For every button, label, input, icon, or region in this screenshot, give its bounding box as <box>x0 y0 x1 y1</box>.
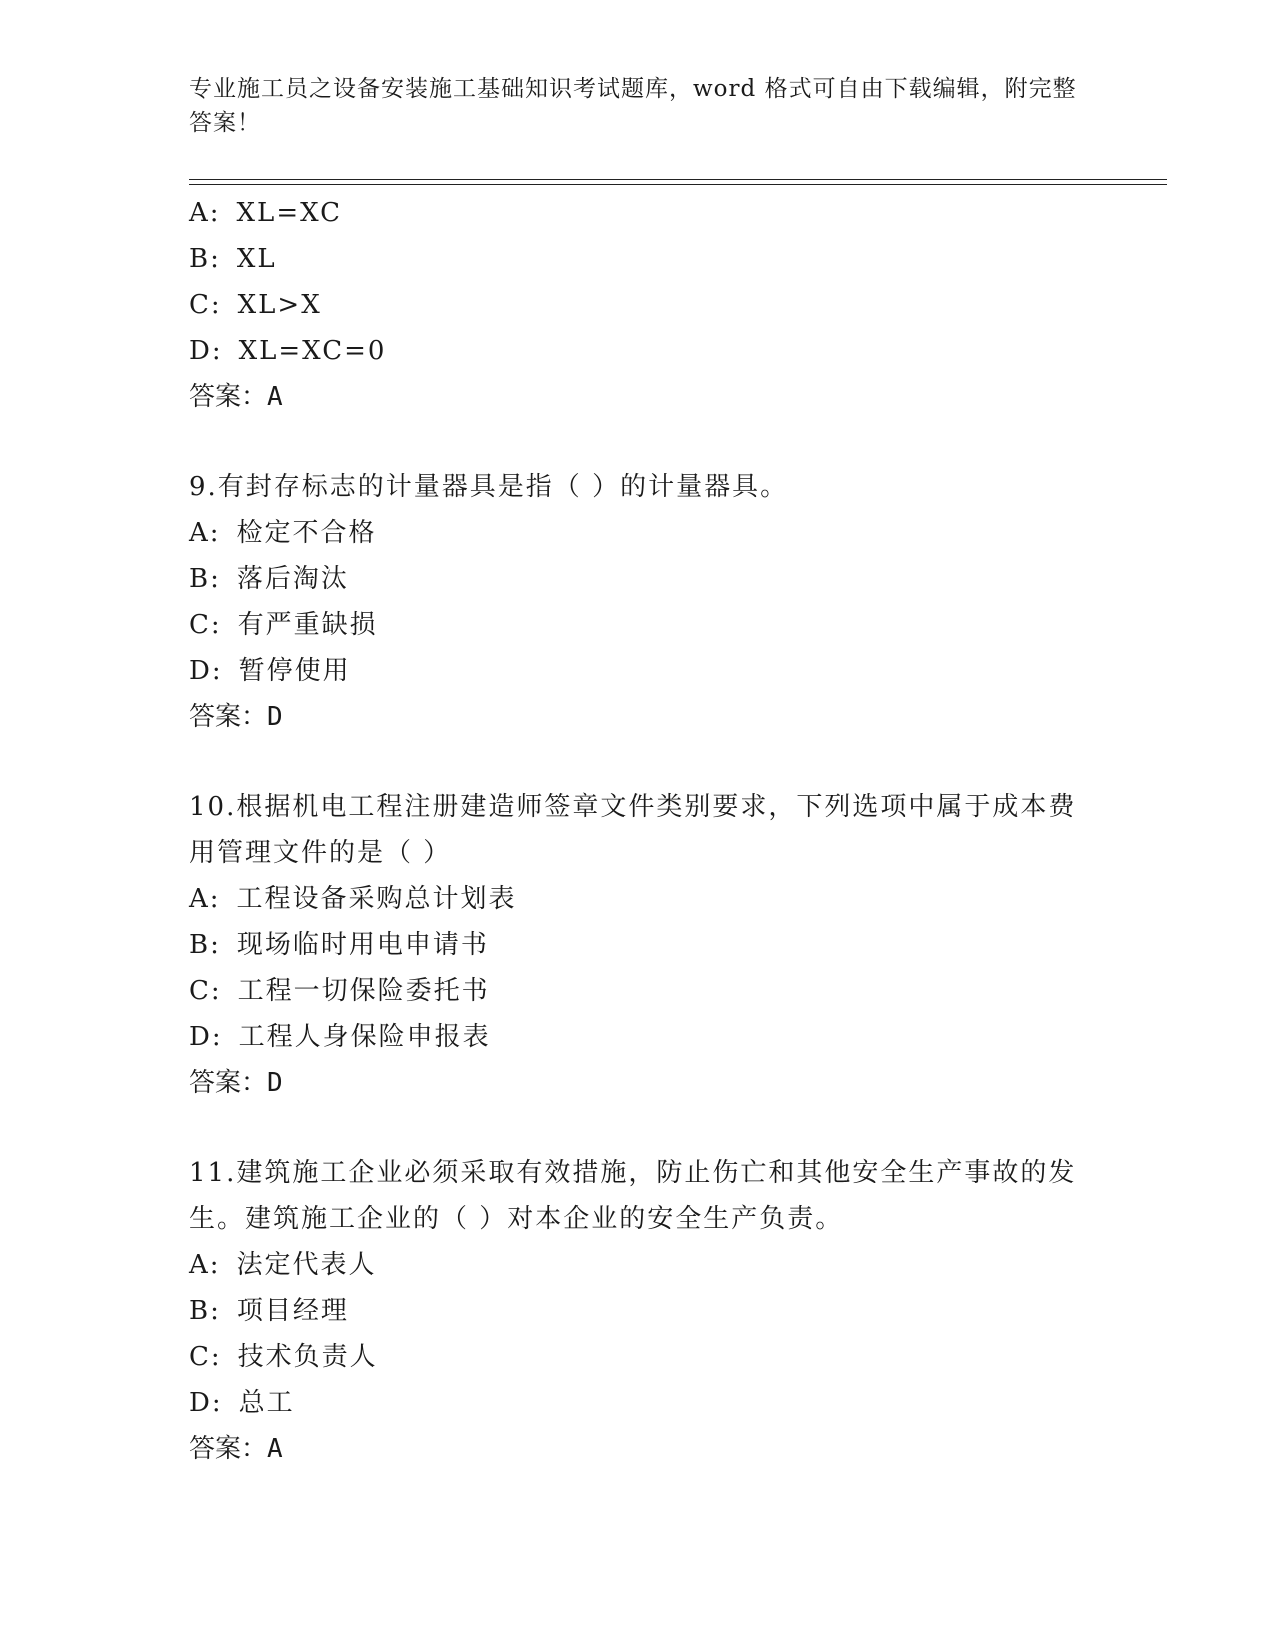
question-stem: 10.根据机电工程注册建造师签章文件类别要求，下列选项中属于成本费用管理文件的是（ ） <box>189 792 1077 868</box>
option-d: D: XL=XC=0 <box>189 336 387 366</box>
option-c: C: 技术负责人 <box>189 1342 378 1372</box>
question-block <box>189 1150 1089 1472</box>
question-stem: 11.建筑施工企业必须采取有效措施，防止伤亡和其他安全生产事故的发生。建筑施工企业的（ ）对本企业的安全生产负责。 <box>189 1158 1077 1234</box>
option-c: C: 工程一切保险委托书 <box>189 976 490 1006</box>
option-b: B: 落后淘汰 <box>189 564 349 594</box>
option-d: D: 工程人身保险申报表 <box>189 1022 491 1052</box>
answer-line: 答案：D <box>189 1068 283 1098</box>
option-b: B: XL <box>189 244 277 274</box>
option-d: D: 总工 <box>189 1388 295 1418</box>
answer-line: 答案：A <box>189 1434 283 1464</box>
option-a: A: 检定不合格 <box>189 518 377 548</box>
question-stem: 9.有封存标志的计量器具是指（ ）的计量器具。 <box>189 472 789 502</box>
option-d: D: 暂停使用 <box>189 656 351 686</box>
option-b: B: 项目经理 <box>189 1296 349 1326</box>
option-b: B: 现场临时用电申请书 <box>189 930 489 960</box>
document-header: 专业施工员之设备安装施工基础知识考试题库，word 格式可自由下载编辑，附完整答案！ <box>189 76 1077 136</box>
question-list <box>189 190 1089 1472</box>
option-a: A: 工程设备采购总计划表 <box>189 884 517 914</box>
option-c: C: XL>X <box>189 290 322 320</box>
header-divider-top <box>189 179 1167 180</box>
question-block <box>189 190 1089 420</box>
question-block <box>189 464 1089 740</box>
option-a: A: 法定代表人 <box>189 1250 377 1280</box>
header-divider-bottom <box>189 184 1167 185</box>
option-a: A: XL=XC <box>189 198 343 228</box>
option-c: C: 有严重缺损 <box>189 610 378 640</box>
answer-line: 答案：D <box>189 702 283 732</box>
question-block <box>189 784 1089 1106</box>
answer-line: 答案：A <box>189 382 283 412</box>
